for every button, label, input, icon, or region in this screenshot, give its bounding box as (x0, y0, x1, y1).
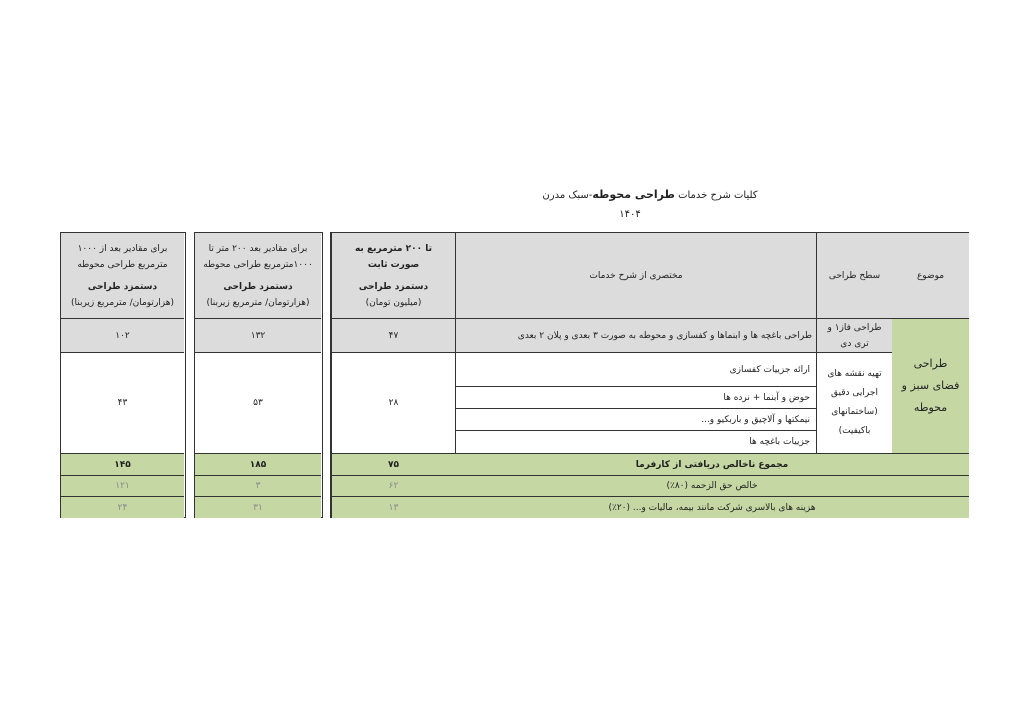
total-gross-fixed: ۷۵ (331, 454, 455, 476)
total-net-label: خالص حق الزحمه (۸۰٪) (455, 476, 969, 497)
total-overhead-label: هزینه های بالاسری شرکت مانند بیمه، مالیات و... (۲۰٪) (455, 497, 969, 518)
phase2-item: ارائه جزییات کفسازی (455, 353, 816, 387)
total-net-fixed: ۶۲ (331, 476, 455, 497)
title-prefix: کلیات شرح خدمات (678, 190, 758, 201)
header-level: سطح طراحی (816, 233, 892, 319)
header-fixed-fee: دستمزد طراحی (358, 281, 429, 292)
phase2-mid: ۵۳ (195, 353, 321, 454)
total-gross-mid: ۱۸۵ (195, 454, 321, 476)
header-large (61, 233, 184, 319)
header-fixed-unit: (میلیون تومان) (365, 297, 422, 308)
phase2-fixed: ۲۸ (331, 353, 455, 454)
phase1-fixed: ۴۷ (331, 319, 455, 353)
title-bold: طراحی محوطه (592, 188, 675, 201)
total-gross-label: مجموع ناخالص دریافتی از کارفرما (455, 454, 969, 476)
header-large-fee: دستمزد طراحی (87, 281, 158, 292)
phase1-level: طراحی فاز۱ و تری دی (816, 319, 892, 353)
phase2-large: ۴۳ (61, 353, 184, 454)
main-table (330, 232, 969, 518)
large-table (60, 232, 186, 518)
total-net-mid: ۳ (195, 476, 321, 497)
header-fixed-title: تا ۲۰۰ مترمربع به صورت ثابت (354, 243, 433, 270)
topic-cell: طراحی فضای سبز و محوطه (892, 319, 969, 454)
phase2-item: حوض و آبنما + نرده ها (455, 387, 816, 409)
total-overhead-large: ۲۴ (61, 497, 184, 518)
header-mid (195, 233, 321, 319)
page-year: ۱۴۰۴ (619, 209, 641, 220)
phase2-level: تهیه نقشه های اجرایی دقیق (ساختمانهای باکیفیت) (816, 353, 892, 454)
header-fixed (331, 233, 455, 319)
total-gross-large: ۱۴۵ (61, 454, 184, 476)
phase1-mid: ۱۳۲ (195, 319, 321, 353)
total-overhead-mid: ۳۱ (195, 497, 321, 518)
header-mid-fee: دستمزد طراحی (223, 281, 293, 292)
header-large-unit: (هزارتومان/ مترمربع زیربنا) (70, 297, 175, 308)
phase2-item: نیمکتها و آلاچیق و باربکیو و... (455, 409, 816, 431)
mid-table (194, 232, 323, 518)
total-overhead-fixed: ۱۳ (331, 497, 455, 518)
header-topic: موضوع (892, 233, 969, 319)
page-title (440, 187, 860, 204)
phase2-item: جزییات باغچه ها (455, 431, 816, 454)
title-suffix: -سبک مدرن (542, 190, 593, 201)
header-mid-unit: (هزارتومان/ مترمربع زیربنا) (206, 297, 310, 308)
header-mid-title: برای مقادیر بعد ۲۰۰ متر تا ۱۰۰۰مترمربع طراحی محوطه (203, 243, 313, 270)
phase1-summary: طراحی باغچه ها و ابنماها و کفسازی و محوطه به صورت ۳ بعدی و پلان ۲ بعدی (455, 319, 816, 353)
total-net-large: ۱۲۱ (61, 476, 184, 497)
header-large-title: برای مقادیر بعد از ۱۰۰۰ مترمربع طراحی محوطه (77, 243, 168, 270)
phase1-large: ۱۰۲ (61, 319, 184, 353)
header-summary: مختصری از شرح خدمات (455, 233, 816, 319)
